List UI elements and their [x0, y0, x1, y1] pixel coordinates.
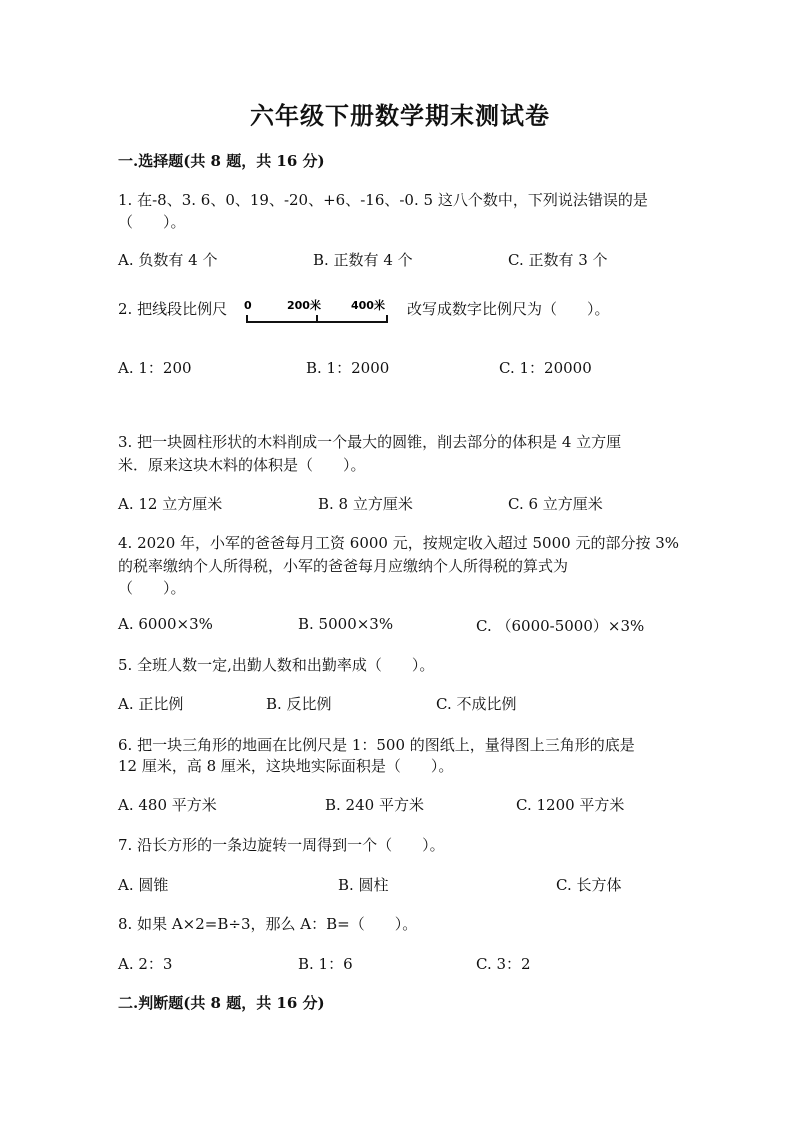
question-4-option-a: A. 6000×3% [118, 615, 213, 633]
question-5-text: 5. 全班人数一定,出勤人数和出勤率成（ ）。 [118, 656, 435, 674]
question-2-text-suffix: 改写成数字比例尺为（ ）。 [407, 300, 610, 318]
question-7-option-c: C. 长方体 [556, 876, 622, 894]
question-8-text: 8. 如果 A×2=B÷3，那么 A：B=（ ）。 [118, 915, 418, 933]
question-2-option-a: A. 1：200 [118, 359, 192, 377]
question-7-option-a: A. 圆锥 [118, 876, 169, 894]
question-2-option-b: B. 1：2000 [306, 359, 390, 377]
question-4-text-line2: 的税率缴纳个人所得税，小军的爸爸每月应缴纳个人所得税的算式为 [118, 557, 569, 575]
question-7-option-b: B. 圆柱 [338, 876, 389, 894]
question-3-option-c: C. 6 立方厘米 [508, 495, 603, 513]
question-1-text: 1. 在-8、3. 6、0、19、-20、+6、-16、-0. 5 这八个数中，下列说法错误的是 [118, 191, 648, 209]
question-2-text: 2. 把线段比例尺 [118, 300, 228, 318]
question-8-option-b: B. 1：6 [298, 955, 353, 973]
question-6-option-b: B. 240 平方米 [325, 796, 424, 814]
question-8-option-c: C. 3：2 [476, 955, 531, 973]
question-2-option-c: C. 1：20000 [499, 359, 592, 377]
question-4-text-line3: （ ）。 [118, 579, 186, 597]
question-3-text: 3. 把一块圆柱形状的木料削成一个最大的圆锥，削去部分的体积是 4 立方厘 [118, 433, 622, 451]
question-3-text-line2: 米．原来这块木料的体积是（ ）。 [118, 456, 366, 474]
question-6-option-a: A. 480 平方米 [118, 796, 217, 814]
question-1-option-a: A. 负数有 4 个 [118, 251, 218, 269]
section-heading-true-false: 二.判断题(共 8 题，共 16 分) [118, 994, 325, 1012]
question-5-option-b: B. 反比例 [266, 695, 332, 713]
question-4-option-b: B. 5000×3% [298, 615, 394, 633]
scale-label-0: 0 [244, 299, 252, 312]
question-6-text-line2: 12 厘米，高 8 厘米，这块地实际面积是（ ）。 [118, 757, 454, 775]
question-4-option-c: C. （6000-5000）×3% [476, 617, 645, 635]
page-title: 六年级下册数学期末测试卷 [250, 101, 550, 130]
question-5-option-c: C. 不成比例 [436, 695, 517, 713]
question-7-text: 7. 沿长方形的一条边旋转一周得到一个（ ）。 [118, 836, 445, 854]
scale-label-400: 400米 [351, 299, 385, 312]
scale-label-200: 200米 [287, 299, 321, 312]
question-3-option-b: B. 8 立方厘米 [318, 495, 413, 513]
question-5-option-a: A. 正比例 [118, 695, 184, 713]
scale-bar-figure [241, 296, 399, 328]
question-4-text: 4. 2020 年，小军的爸爸每月工资 6000 元，按规定收入超过 5000 元的部分按 3% [118, 534, 680, 552]
question-1-option-b: B. 正数有 4 个 [313, 251, 413, 269]
question-1-text-line2: （ ）。 [118, 213, 186, 231]
question-3-option-a: A. 12 立方厘米 [118, 495, 223, 513]
question-1-option-c: C. 正数有 3 个 [508, 251, 608, 269]
section-heading-choice: 一.选择题(共 8 题，共 16 分) [118, 152, 325, 170]
question-6-text: 6. 把一块三角形的地画在比例尺是 1：500 的图纸上，量得图上三角形的底是 [118, 736, 635, 754]
question-8-option-a: A. 2：3 [118, 955, 173, 973]
question-6-option-c: C. 1200 平方米 [516, 796, 625, 814]
